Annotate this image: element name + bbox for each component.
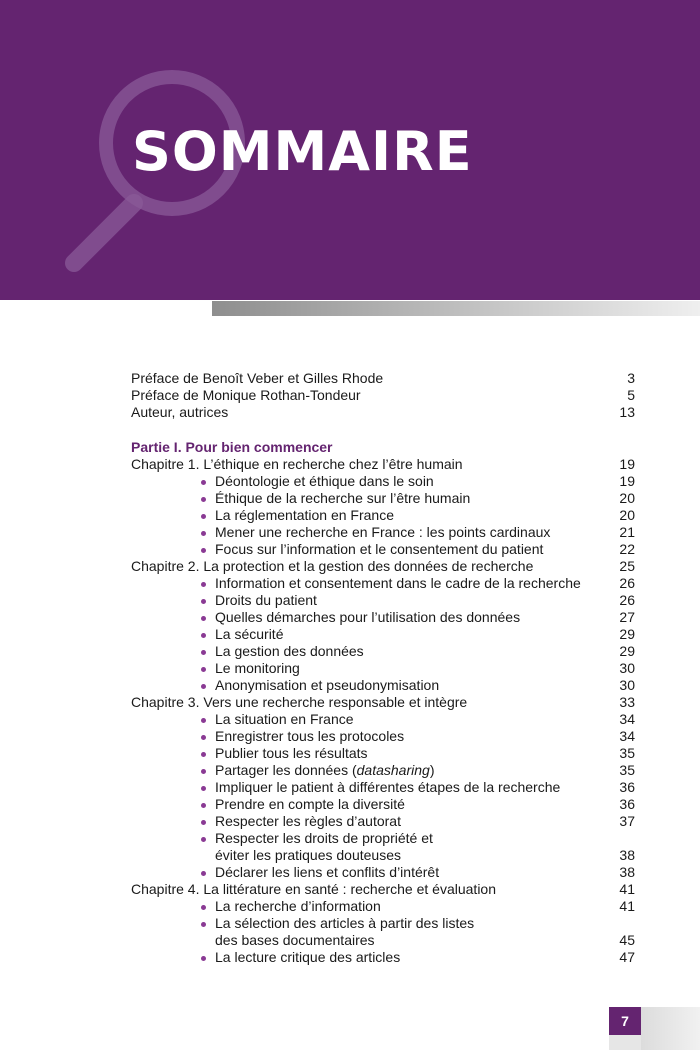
chapter-title: Chapitre 1. L’éthique en recherche chez l’être humain — [131, 456, 463, 472]
bullet-icon — [201, 684, 206, 689]
section-page: 21 — [619, 524, 635, 540]
bullet-icon — [201, 599, 206, 604]
section-label: La situation en France — [215, 711, 354, 727]
toc-entry[interactable] — [131, 404, 635, 421]
section-label-prefix: Partager les données ( — [215, 762, 357, 778]
bullet-icon — [201, 514, 206, 519]
toc-entry-page: 3 — [627, 370, 635, 386]
bullet-icon — [201, 752, 206, 757]
toc-entry-label: Préface de Benoît Veber et Gilles Rhode — [131, 370, 384, 386]
section-page: 22 — [619, 541, 635, 557]
partie-title: Partie I. Pour bien commencer — [131, 439, 333, 455]
section-page: 34 — [619, 728, 635, 744]
footer-decoration — [609, 1035, 641, 1050]
section-entry[interactable] — [131, 626, 635, 643]
chapter-title: Chapitre 3. Vers une recherche responsable et intègre — [131, 694, 468, 710]
section-page: 35 — [619, 745, 635, 761]
chapter-page: 41 — [619, 881, 635, 897]
section-label: La lecture critique des articles — [215, 949, 401, 965]
section-entry[interactable] — [131, 490, 635, 507]
bullet-icon — [201, 820, 206, 825]
section-page: 41 — [619, 898, 635, 914]
section-label: La gestion des données — [215, 643, 364, 659]
section-label: Mener une recherche en France : les points cardinaux — [215, 524, 551, 540]
bullet-icon — [201, 480, 206, 485]
section-page: 20 — [619, 507, 635, 523]
section-label: La sélection des articles à partir des listes — [215, 915, 475, 931]
section-label: Impliquer le patient à différentes étapes de la recherche — [215, 779, 561, 795]
section-entry[interactable] — [131, 507, 635, 524]
bullet-icon — [201, 633, 206, 638]
section-label: Droits du patient — [215, 592, 317, 608]
spacer — [131, 421, 635, 439]
section-label — [215, 762, 434, 779]
bullet-icon — [201, 769, 206, 774]
section-label: Le monitoring — [215, 660, 300, 676]
section-label: Focus sur l’information et le consentement du patient — [215, 541, 544, 557]
toc-entry-page: 13 — [619, 404, 635, 420]
section-entry-continuation[interactable] — [131, 932, 635, 949]
chapter-page: 19 — [619, 456, 635, 472]
page-title: SOMMAIRE — [132, 120, 473, 183]
section-entry[interactable] — [131, 762, 635, 779]
section-label-line2: des bases documentaires — [215, 932, 375, 948]
section-page: 26 — [619, 592, 635, 608]
section-entry[interactable] — [131, 898, 635, 915]
toc-entry-label: Auteur, autrices — [131, 404, 229, 420]
section-entry[interactable] — [131, 830, 635, 847]
section-entry[interactable] — [131, 864, 635, 881]
bullet-icon — [201, 956, 206, 961]
section-label-italic: datasharing — [356, 762, 430, 778]
toc-entry-page: 5 — [627, 387, 635, 403]
chapter-entry[interactable] — [131, 881, 635, 898]
partie-heading[interactable] — [131, 439, 635, 456]
bullet-icon — [201, 650, 206, 655]
section-page: 30 — [619, 660, 635, 676]
section-entry[interactable] — [131, 745, 635, 762]
section-page: 19 — [619, 473, 635, 489]
section-page: 35 — [619, 762, 635, 778]
section-entry[interactable] — [131, 796, 635, 813]
bullet-icon — [201, 667, 206, 672]
section-label: La sécurité — [215, 626, 284, 642]
section-page: 36 — [619, 779, 635, 795]
section-page: 30 — [619, 677, 635, 693]
section-label: La réglementation en France — [215, 507, 394, 523]
bullet-icon — [201, 837, 206, 842]
table-of-contents — [131, 370, 635, 966]
bullet-icon — [201, 497, 206, 502]
section-page: 20 — [619, 490, 635, 506]
section-page: 26 — [619, 575, 635, 591]
toc-entry[interactable] — [131, 387, 635, 404]
bullet-icon — [201, 531, 206, 536]
section-label: Déclarer les liens et conflits d’intérêt — [215, 864, 440, 880]
section-label: Publier tous les résultats — [215, 745, 368, 761]
bullet-icon — [201, 735, 206, 740]
section-label: Information et consentement dans le cadre de la recherche — [215, 575, 581, 591]
bullet-icon — [201, 582, 206, 587]
section-entry[interactable] — [131, 575, 635, 592]
section-label-suffix: ) — [429, 762, 435, 778]
section-label: Éthique de la recherche sur l’être humain — [215, 490, 471, 506]
section-page: 27 — [619, 609, 635, 625]
chapter-page: 25 — [619, 558, 635, 574]
page-number: 7 — [609, 1007, 641, 1035]
section-page: 36 — [619, 796, 635, 812]
bullet-icon — [201, 922, 206, 927]
section-page: 29 — [619, 626, 635, 642]
section-label: Quelles démarches pour l’utilisation des données — [215, 609, 521, 625]
section-entry-continuation[interactable] — [131, 847, 635, 864]
section-entry[interactable] — [131, 813, 635, 830]
toc-entry-label: Préface de Monique Rothan-Tondeur — [131, 387, 361, 403]
section-label-line2: éviter les pratiques douteuses — [215, 847, 401, 863]
section-entry[interactable] — [131, 711, 635, 728]
section-label: Prendre en compte la diversité — [215, 796, 405, 812]
chapter-title: Chapitre 2. La protection et la gestion des données de recherche — [131, 558, 534, 574]
section-entry[interactable] — [131, 541, 635, 558]
chapter-page: 33 — [619, 694, 635, 710]
bullet-icon — [201, 803, 206, 808]
header-banner — [0, 0, 700, 300]
section-entry[interactable] — [131, 728, 635, 745]
decorative-strip — [212, 301, 700, 316]
section-entry[interactable] — [131, 592, 635, 609]
section-entry[interactable] — [131, 779, 635, 796]
chapter-entry[interactable] — [131, 456, 635, 473]
section-page: 38 — [619, 847, 635, 863]
section-label: Respecter les règles d’autorat — [215, 813, 401, 829]
section-label: Enregistrer tous les protocoles — [215, 728, 405, 744]
chapter-entry[interactable] — [131, 694, 635, 711]
footer-decoration — [641, 1007, 700, 1050]
bullet-icon — [201, 548, 206, 553]
section-label: La recherche d’information — [215, 898, 381, 914]
section-label: Déontologie et éthique dans le soin — [215, 473, 434, 489]
section-entry[interactable] — [131, 915, 635, 932]
section-page: 37 — [619, 813, 635, 829]
bullet-icon — [201, 616, 206, 621]
chapter-entry[interactable] — [131, 558, 635, 575]
section-entry[interactable] — [131, 643, 635, 660]
bullet-icon — [201, 905, 206, 910]
section-page: 38 — [619, 864, 635, 880]
section-page: 45 — [619, 932, 635, 948]
section-page: 47 — [619, 949, 635, 965]
section-page: 29 — [619, 643, 635, 659]
section-label: Anonymisation et pseudonymisation — [215, 677, 440, 693]
section-entry[interactable] — [131, 524, 635, 541]
bullet-icon — [201, 871, 206, 876]
section-label: Respecter les droits de propriété et — [215, 830, 433, 846]
section-entry[interactable] — [131, 609, 635, 626]
bullet-icon — [201, 786, 206, 791]
section-page: 34 — [619, 711, 635, 727]
section-entry[interactable] — [131, 949, 635, 966]
bullet-icon — [201, 718, 206, 723]
toc-entry[interactable] — [131, 370, 635, 387]
section-entry[interactable] — [131, 473, 635, 490]
section-entry[interactable] — [131, 660, 635, 677]
chapter-title: Chapitre 4. La littérature en santé : recherche et évaluation — [131, 881, 496, 897]
section-entry[interactable] — [131, 677, 635, 694]
